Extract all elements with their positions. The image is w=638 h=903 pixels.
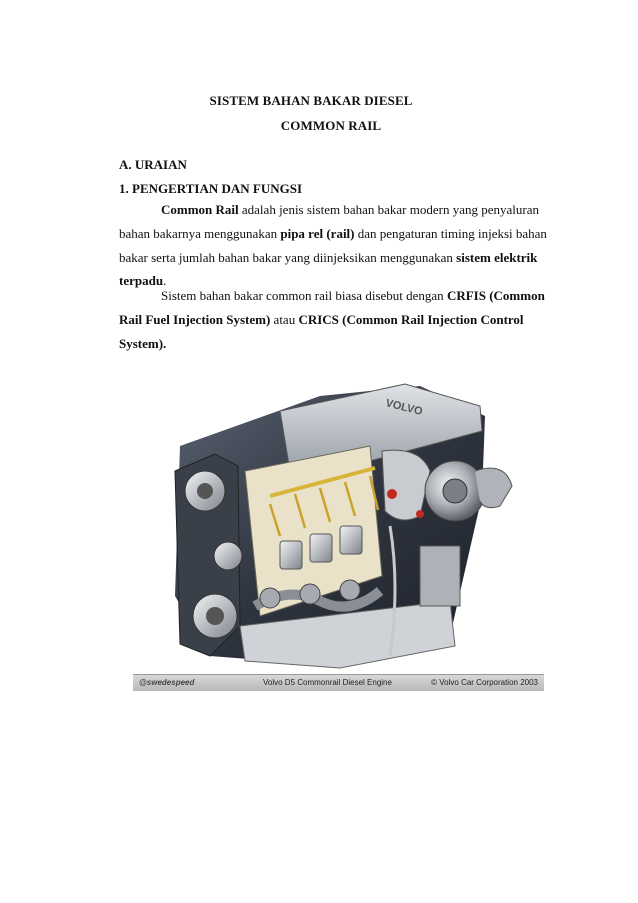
term-common-rail: Common Rail <box>161 202 239 217</box>
term-crfis: CRFIS (Common Rail Fuel Injection System) <box>119 288 545 327</box>
document-title-line1: SISTEM BAHAN BAKAR DIESEL <box>209 93 413 108</box>
caption-watermark: @swedespeed <box>139 678 195 687</box>
document-title-line2: COMMON RAIL <box>280 118 382 133</box>
paragraph-text: Sistem bahan bakar common rail biasa disebut dengan <box>161 288 447 303</box>
section-heading-a: A. URAIAN <box>119 157 187 172</box>
paragraph-abbreviations <box>119 284 549 355</box>
caption-title: Volvo D5 Commonrail Diesel Engine <box>263 678 392 687</box>
engine-illustration <box>120 376 545 676</box>
engine-cutaway-figure <box>120 376 545 691</box>
term-crics: CRICS (Common Rail Injection Control System). <box>119 311 524 351</box>
figure-caption-bar <box>133 674 544 691</box>
paragraph-definition <box>119 198 549 293</box>
term-sistem-elektrik: sistem elektrik terpadu <box>119 249 538 289</box>
paragraph-text: dan pengaturan timing injeksi bahan bakar serta jumlah bahan bakar yang diinjeksikan menggunakan <box>119 225 547 265</box>
pulley-mid <box>214 542 242 570</box>
paragraph-text: adalah jenis sistem bahan bakar modern yang penyaluran bahan bakarnya menggunakan <box>119 202 539 241</box>
paragraph-text: . <box>163 273 167 289</box>
term-pipa-rel: pipa rel (rail) <box>280 225 355 241</box>
piston <box>280 541 302 569</box>
section-heading-1: 1. PENGERTIAN DAN FUNGSI <box>119 181 303 196</box>
caption-copyright: © Volvo Car Corporation 2003 <box>431 678 538 687</box>
paragraph-text: atau <box>270 311 299 327</box>
engine-logo: VOLVO <box>384 397 424 419</box>
